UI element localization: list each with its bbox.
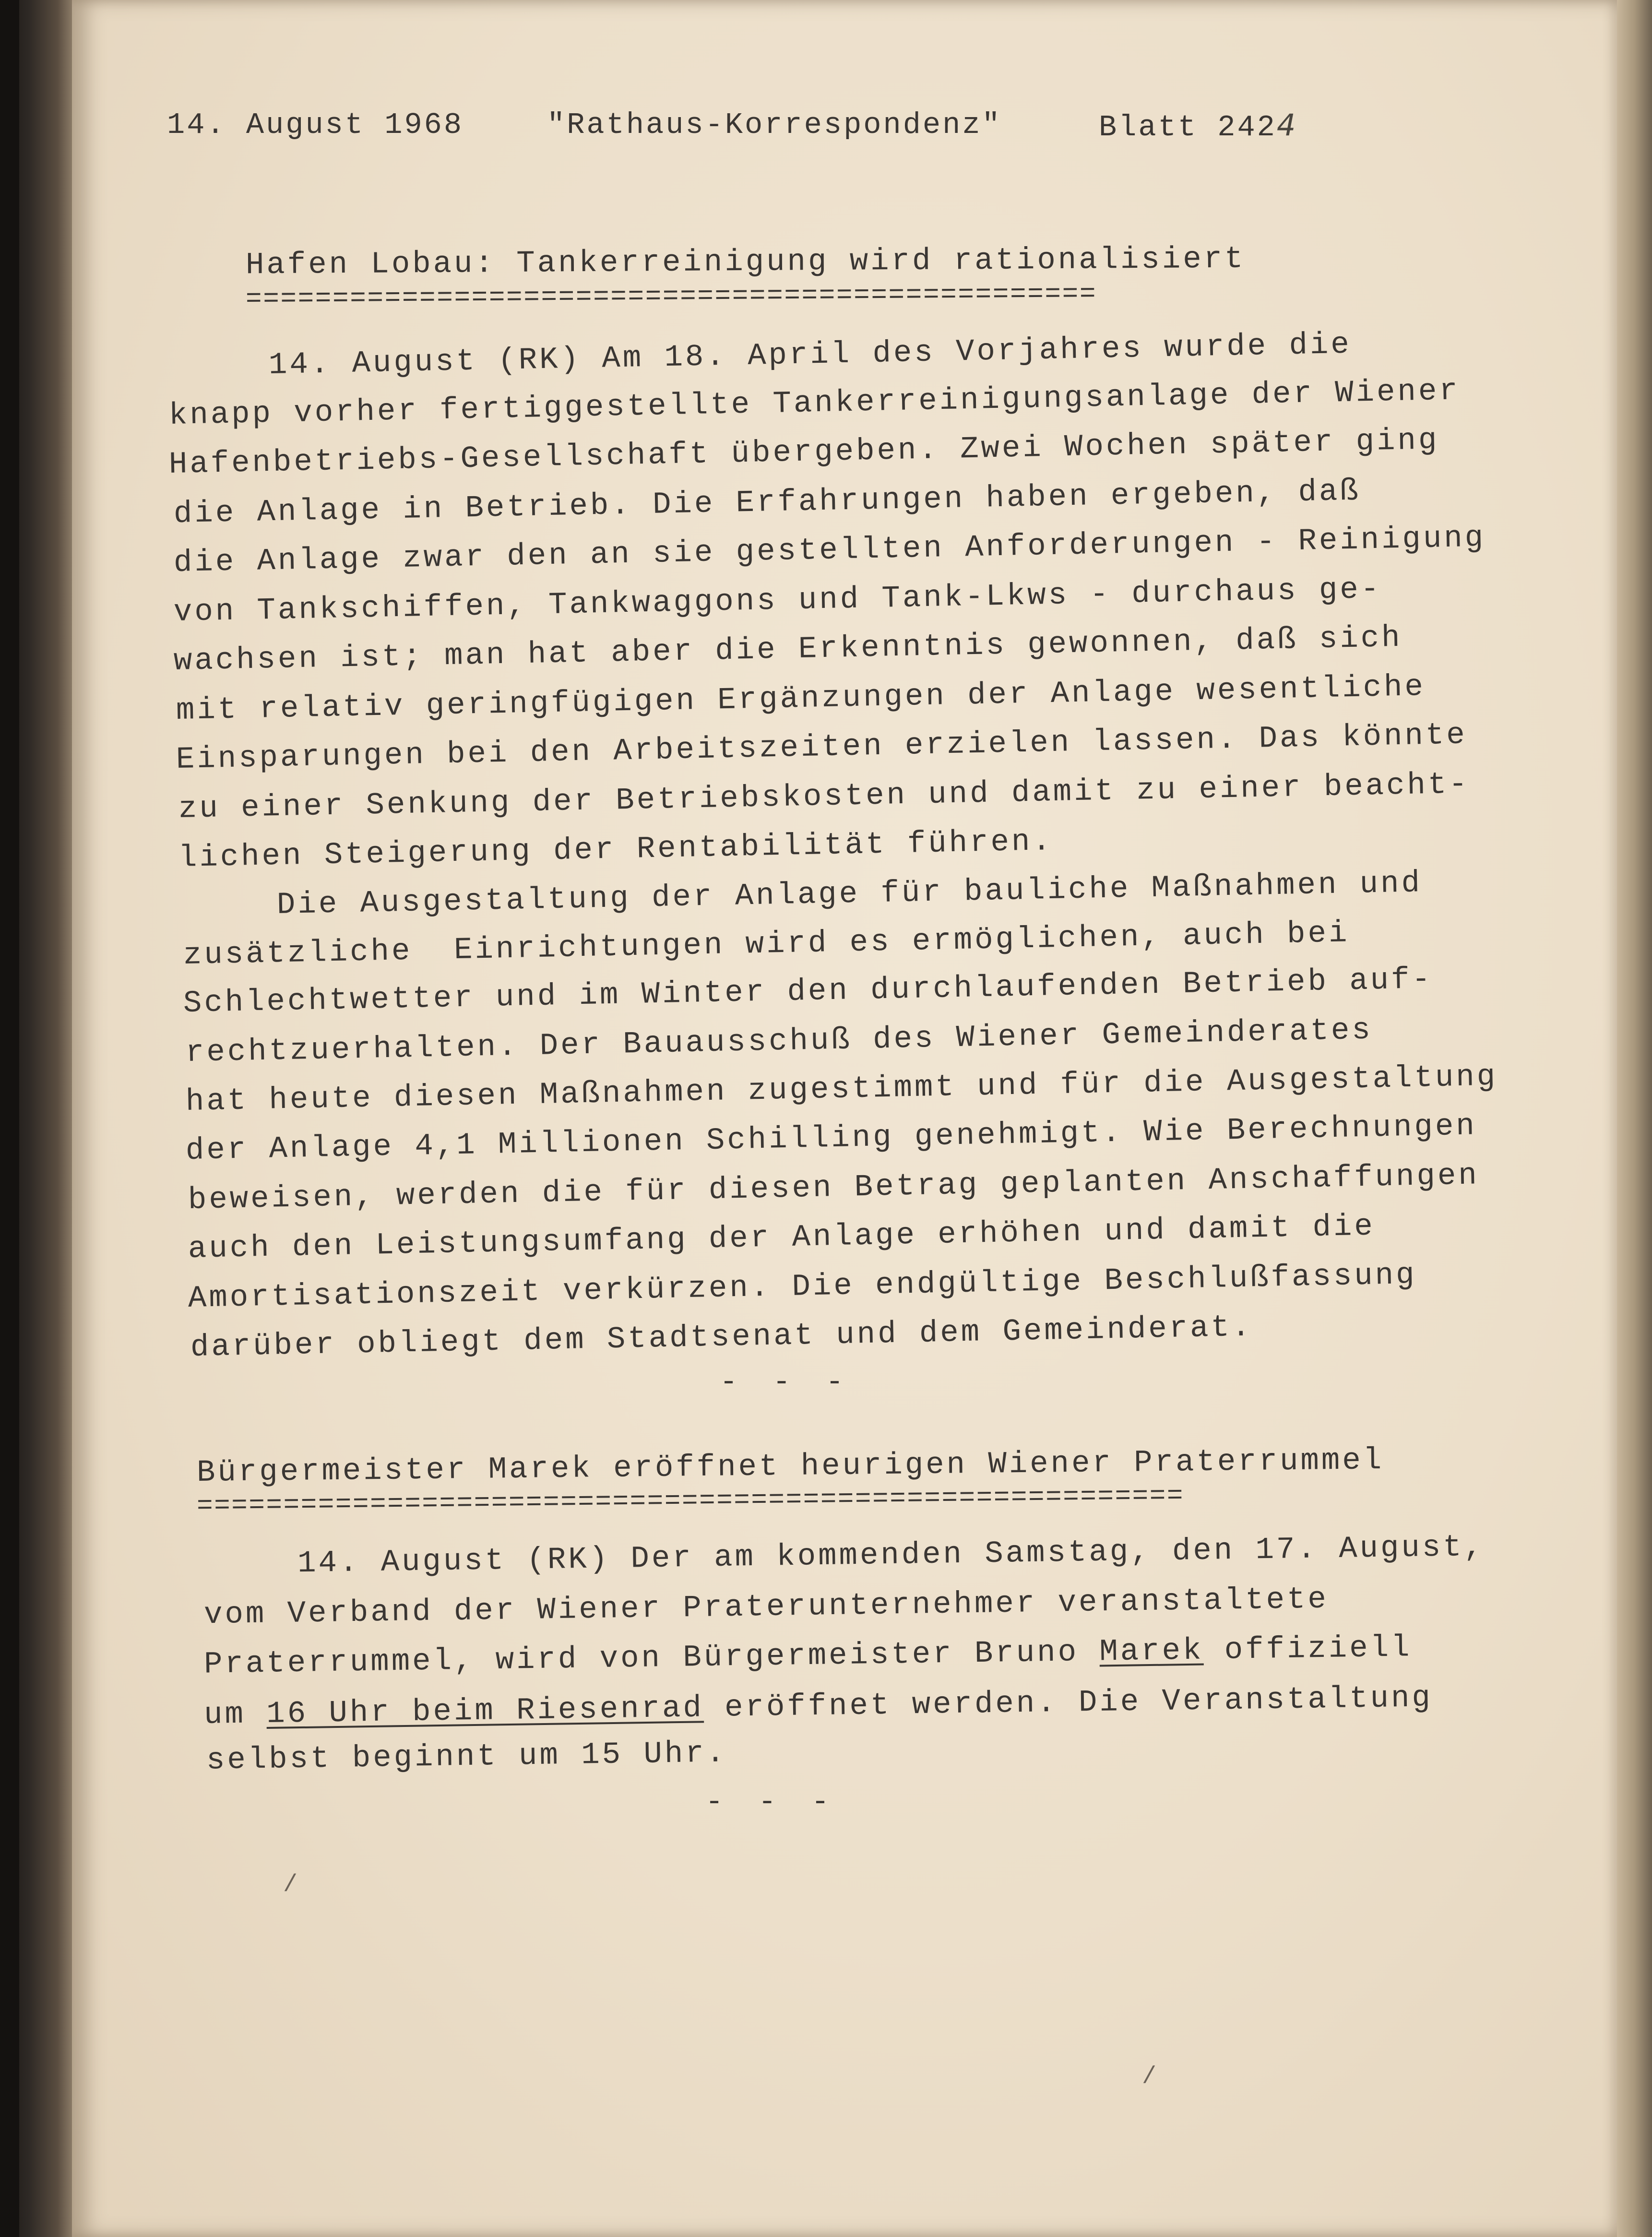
article1-line: der Anlage 4,1 Millionen Schilling genehmigt. Wie Berechnungen bbox=[185, 1109, 1477, 1168]
spine-strip bbox=[0, 0, 19, 2237]
article1-line: Hafenbetriebs-Gesellschaft übergeben. Zwei Wochen später ging bbox=[168, 423, 1439, 482]
article2-separator: - - - bbox=[705, 1785, 838, 1819]
article2-line-3-end: offiziell bbox=[1203, 1630, 1412, 1668]
header-publication: "Rathaus-Korrespondenz" bbox=[547, 108, 1002, 142]
article1-line: die Anlage in Betrieb. Die Erfahrungen haben ergeben, daß bbox=[173, 474, 1361, 532]
article1-line: Amortisationszeit verkürzen. Die endgültige Beschlußfassung bbox=[188, 1258, 1417, 1316]
underlined-time-place: 16 Uhr beim Riesenrad bbox=[266, 1691, 704, 1732]
article1-line: mit relativ geringfügigen Ergänzungen der Anlage wesentliche bbox=[176, 670, 1426, 728]
article1-line: wachsen ist; man hat aber die Erkenntnis gewonnen, daß sich bbox=[173, 620, 1403, 679]
article1-line: Die Ausgestaltung der Anlage für bauliche Maßnahmen und bbox=[276, 866, 1423, 923]
page-edge bbox=[1617, 0, 1652, 2237]
article1-line: knapp vorher fertiggestellte Tankerreinigungsanlage der Wiener bbox=[168, 374, 1461, 433]
article1-line: die Anlage zwar den an sie gestellten Anforderungen - Reinigung bbox=[173, 521, 1486, 581]
article2-title: Bürgermeister Marek eröffnet heurigen Wiener Praterrummel bbox=[196, 1443, 1384, 1490]
header-sheet bbox=[1099, 107, 1297, 144]
header-date: 14. August 1968 bbox=[167, 108, 464, 142]
article1-line: lichen Steigerung der Rentabilität führen. bbox=[178, 824, 1054, 876]
article1-line: beweisen, werden die für diesen Betrag geplanten Anschaffungen bbox=[188, 1158, 1480, 1218]
sheet-label: Blatt bbox=[1099, 110, 1198, 144]
article2-line-1: 14. August (RK) Der am kommenden Samstag, den 17. August, bbox=[297, 1530, 1485, 1582]
article2-line-2: vom Verband der Wiener Praterunternehmer veranstaltete bbox=[203, 1582, 1329, 1633]
article2-line-4-start: um bbox=[203, 1697, 267, 1733]
article2-title-rule: ========================================================= bbox=[196, 1480, 1185, 1522]
underlined-name: Marek bbox=[1099, 1633, 1204, 1670]
article2-line-4-end: eröffnet werden. Die Veranstaltung bbox=[703, 1681, 1433, 1726]
article1-title: Hafen Lobau: Tankerreinigung wird rationalisiert bbox=[245, 242, 1246, 283]
article1-separator: - - - bbox=[720, 1365, 853, 1399]
article1-line: rechtzuerhalten. Der Bauausschuß des Wiener Gemeinderates bbox=[185, 1013, 1373, 1071]
article1-line: auch den Leistungsumfang der Anlage erhöhen und damit die bbox=[188, 1209, 1376, 1267]
article1-line: Schlechtwetter und im Winter den durchlaufenden Betrieb auf- bbox=[183, 963, 1433, 1021]
article1-line: Einsparungen bei den Arbeitszeiten erzielen lassen. Das könnte bbox=[176, 718, 1468, 777]
article1-title-rule: ================================================= bbox=[245, 278, 1097, 315]
article2-line-5: selbst beginnt um 15 Uhr. bbox=[206, 1736, 727, 1778]
article1-line: zusätzliche Einrichtungen wird es ermöglichen, auch bei bbox=[183, 916, 1350, 973]
sheet-number: 242 bbox=[1217, 110, 1277, 144]
article2-line-3-start: Praterrummel, wird von Bürgermeister Bruno bbox=[203, 1635, 1100, 1682]
article1-line: 14. August (RK) Am 18. April des Vorjahres wurde die bbox=[268, 327, 1352, 383]
article1-line: zu einer Senkung der Betriebskosten und damit zu einer beacht- bbox=[178, 767, 1470, 827]
paper-mark: / bbox=[283, 1871, 298, 1899]
paper-mark: / bbox=[1142, 2063, 1157, 2091]
article1-line: von Tankschiffen, Tankwaggons und Tank-Lkws - durchaus ge- bbox=[173, 572, 1382, 630]
article1-line: hat heute diesen Maßnahmen zugestimmt und für die Ausgestaltung bbox=[185, 1059, 1498, 1119]
article1-line: darüber obliegt dem Stadtsenat und dem Gemeinderat. bbox=[190, 1310, 1253, 1365]
sheet-number-handwritten: 4 bbox=[1276, 107, 1297, 143]
